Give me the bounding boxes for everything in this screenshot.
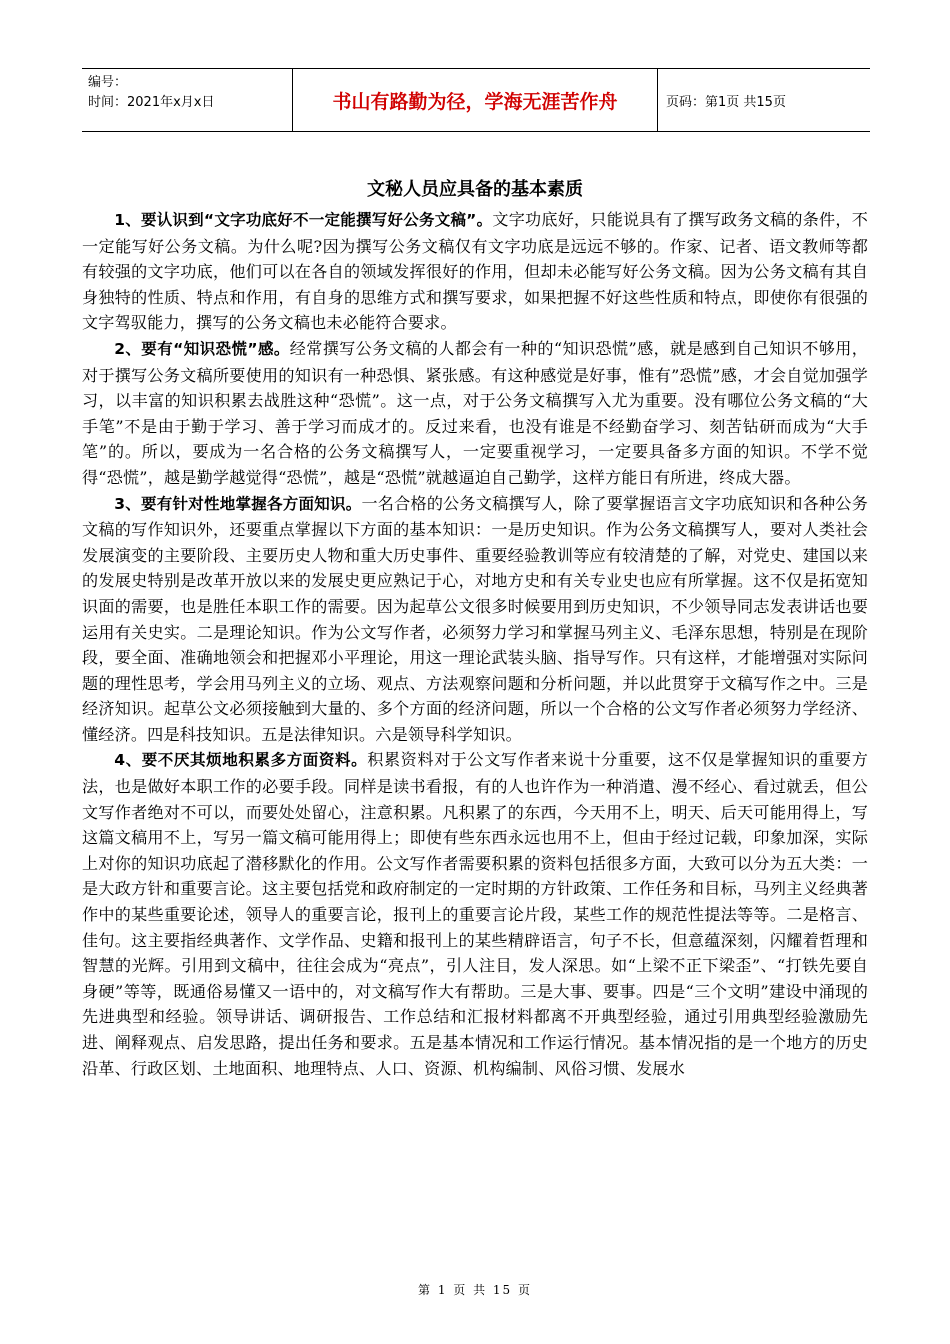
paragraph-3 <box>82 491 868 748</box>
header-motto: 书山有路勤为径，学海无涯苦作舟 <box>292 69 658 131</box>
number-label: 编号： <box>88 75 128 90</box>
document-title: 文秘人员应具备的基本素质 <box>367 179 583 200</box>
paragraph-2 <box>82 336 868 491</box>
paragraph-4 <box>82 747 868 1081</box>
paragraph-text: 文字功底好，只能说具有了撰写政务文稿的条件，不一定能写好公务文稿。为什么呢?因为撰写公务文稿仅有文字功底是远远不够的。作家、记者、语文教师等都有较强的文字功底，他们可以在各自的领域发挥很好的作用，但却未必能写好公务文稿。因为公务文稿有其自身独特的性质、特点和作用，有自身的思维方式和撰写要求，如果把握不好这些性质和特点，即使你有很强的文字驾驭能力，撰写的公务文稿也未必能符合要求。 <box>82 210 868 333</box>
paragraph-heading: 1、要认识到“文字功底好不一定能撰写好公务文稿”。 <box>114 211 493 229</box>
paragraph-text: 积累资料对于公文写作者来说十分重要，这不仅是掌握知识的重要方法，也是做好本职工作的必要手段。同样是读书看报，有的人也许作为一种消遣、漫不经心、看过就丢，但公文写作者绝对不可以，而要处处留心，注意积累。凡积累了的东西，今天用不上，明天、后天可能用得上，写这篇文稿用不上，写另一篇文稿可能用得上；即使有些东西永远也用不上，但由于经过记载，印象加深，实际上对你的知识功底起了潜移默化的作用。公文写作者需要积累的资料包括很多方面，大致可以分为五大类：一是大政方针和重要言论。这主要包括党和政府制定的一定时期的方针政策、工作任务和目标，马列主义经典著作中的某些重要论述，领导人的重要言论，报刊上的重要言论片段，某些工作的规范性提法等等。二是格言、佳句。这主要指经典著作、文学作品、史籍和报刊上的某些精辟语言，句子不长，但意蕴深刻，闪耀着哲理和智慧的光辉。引用到文稿中，往往会成为“亮点”，引人注目，发人深思。如“上梁不正下梁歪”、“打铁先要自身硬”等等，既通俗易懂又一语中的，对文稿写作大有帮助。三是大事、要事。四是“三个文明”建设中涌现的先进典型和经验。领导讲话、调研报告、工作总结和汇报材料都离不开典型经验，通过引用典型经验激励先进、阐释观点、启发思路，提出任务和要求。五是基本情况和工作运行情况。基本情况指的是一个地方的历史沿革、行政区划、土地面积、地理特点、人口、资源、机构编制、风俗习惯、发展水 <box>82 750 868 1078</box>
paragraph-1 <box>82 207 868 336</box>
paragraph-heading: 2、要有“知识恐慌”感。 <box>114 339 290 358</box>
paragraph-heading: 4、要不厌其烦地积累多方面资料。 <box>114 751 368 770</box>
paragraph-heading: 3、要有针对性地掌握各方面知识。 <box>114 494 362 513</box>
time-label: 时间：2021年x月x日 <box>88 95 215 110</box>
header-meta <box>82 69 292 131</box>
document-body <box>82 207 868 1081</box>
header-page-info: 页码：第1页 共15页 <box>666 94 786 110</box>
page-footer: 第 1 页 共 15 页 <box>418 1283 532 1297</box>
paragraph-text: 经常撰写公务文稿的人都会有一种的“知识恐慌”感，就是感到自己知识不够用，对于撰写公务文稿所要使用的知识有一种恐惧、紧张感。有这种感觉是好事，惟有”恐慌”感，才会自觉加强学习，以丰富的知识积累去战胜这种“恐慌”。这一点，对于公务文稿撰写入尤为重要。没有哪位公务文稿的“大手笔”不是由于勤于学习、善于学习而成才的。反过来看，也没有谁是不经勤奋学习、刻苦钻研而成为“大手笔”的。所以，要成为一名合格的公务文稿撰写人，一定要重视学习，一定要具备多方面的知识。不学不觉得“恐慌”，越是勤学越觉得“恐慌”，越是“恐慌”就越逼迫自己勤学，这样方能日有所进，终成大器。 <box>82 338 869 487</box>
document-header <box>82 68 870 132</box>
paragraph-text: 一名合格的公务文稿撰写人，除了要掌握语言文字功底知识和各种公务文稿的写作知识外，还要重点掌握以下方面的基本知识：一是历史知识。作为公务文稿撰写人，要对人类社会发展演变的主要阶段、主要历史人物和重大历史事件、重要经验教训等应有较清楚的了解，对党史、建国以来的发展史特别是改革开放以来的发展史更应熟记于心，对地方史和有关专业史也应有所掌握。这不仅是拓宽知识面的需要，也是胜任本职工作的需要。因为起草公文很多时候要用到历史知识，不少领导同志发表讲话也要运用有关史实。二是理论知识。作为公文写作者，必须努力学习和掌握马列主义、毛泽东思想，特别是在现阶段，要全面、准确地领会和把握邓小平理论，用这一理论武装头脑、指导写作。只有这样，才能增强对实际问题的理性思考，学会用马列主义的立场、观点、方法观察问题和分析问题，并以此贯穿于文稿写作之中。三是经济知识。起草公文必须接触到大量的、多个方面的经济问题，所以一个合格的公文写作者必须努力学经济、懂经济。四是科技知识。五是法律知识。六是领导科学知识。 <box>82 493 868 744</box>
